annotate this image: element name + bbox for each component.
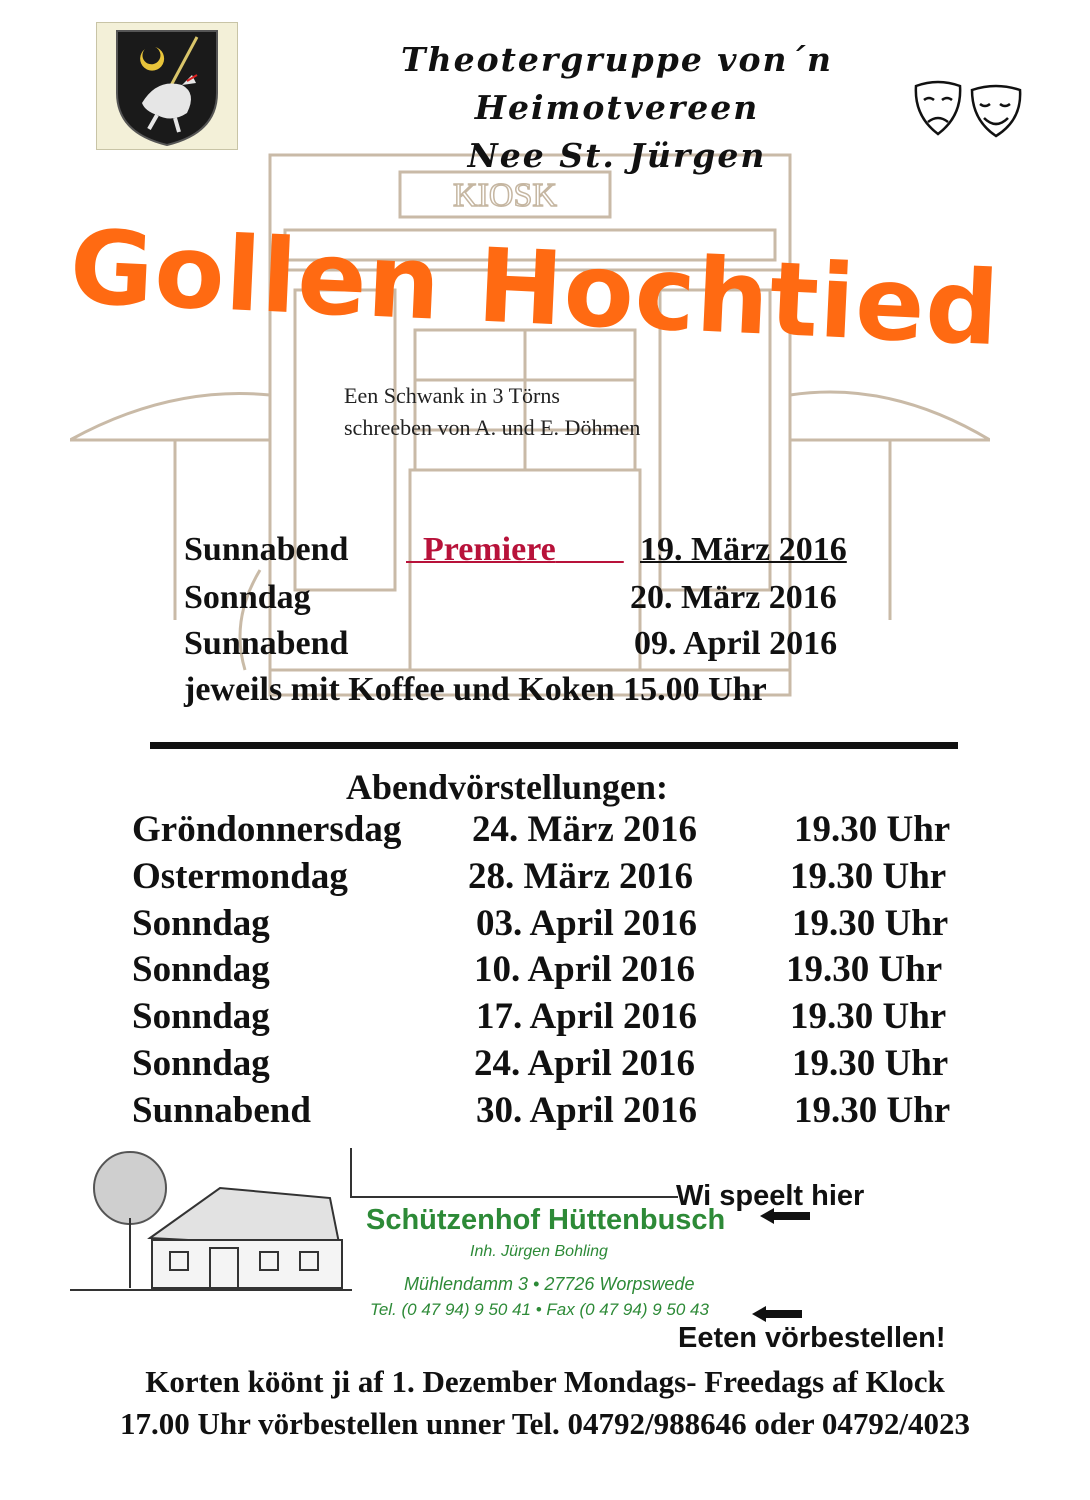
evening-time: 19.30 Uhr: [792, 903, 949, 944]
evening-day: Gröndonnersdag: [132, 809, 402, 850]
premiere-label: Premiere: [423, 531, 556, 568]
matinee-day: Sunnabend: [184, 531, 349, 568]
ticket-info-line1: Korten köönt ji af 1. Dezember Mondags- Freedags af Klock: [145, 1364, 945, 1399]
crest-dragon-icon: [96, 22, 238, 150]
matinee-day: Sunnabend: [184, 625, 349, 662]
evening-date: 24. März 2016: [472, 809, 698, 850]
matinee-date: 09. April 2016: [634, 625, 838, 662]
matinee-day: Sonndag: [184, 579, 311, 616]
evening-day: Sunnabend: [132, 1090, 311, 1131]
evening-time: 19.30 Uhr: [792, 1043, 949, 1084]
evening-time: 19.30 Uhr: [794, 1090, 951, 1131]
evening-day: Sonndag: [132, 996, 270, 1037]
matinee-row: [184, 528, 904, 572]
evening-day: Sonndag: [132, 949, 270, 990]
theatre-masks-icon: [910, 78, 1028, 138]
show-title: Gollen Hochtied: [67, 208, 1003, 370]
evening-date: 17. April 2016: [476, 996, 697, 1037]
group-title-line1: Theotergruppe von´n Heimotvereen: [401, 40, 833, 127]
evening-date: 24. April 2016: [474, 1043, 695, 1084]
evening-date: 10. April 2016: [474, 949, 695, 990]
evening-row: [0, 993, 1090, 1040]
venue-name: Schützenhof Hüttenbusch: [366, 1204, 726, 1236]
matinee-note: jeweils mit Koffee und Koken 15.00 Uhr: [184, 671, 767, 708]
evening-row: [0, 1087, 1090, 1134]
evening-row: [0, 806, 1090, 853]
venue-vline: [350, 1148, 352, 1198]
subtitle-line1: Een Schwank in 3 Törns: [344, 383, 560, 408]
venue-house-sketch: [70, 1148, 352, 1298]
arrow-left-icon: [760, 1208, 810, 1224]
matinee-note-row: [184, 668, 944, 712]
venue-phone: Tel. (0 47 94) 9 50 41 • Fax (0 47 94) 9 50 43: [370, 1300, 709, 1319]
subtitle-line2: schreeben von A. und E. Döhmen: [344, 415, 641, 440]
evening-day: Ostermondag: [132, 856, 348, 897]
evening-date: 28. März 2016: [468, 856, 694, 897]
evening-row: [0, 946, 1090, 993]
play-here-note: Wi speelt hier: [676, 1180, 865, 1212]
divider-rule: [150, 742, 958, 749]
group-title: [262, 36, 972, 180]
evening-row: [0, 900, 1090, 947]
evening-date: 30. April 2016: [476, 1090, 697, 1131]
matinee-date: 20. März 2016: [630, 579, 837, 616]
arrow-left-icon: [752, 1306, 802, 1322]
evening-day: Sonndag: [132, 1043, 270, 1084]
evening-time: 19.30 Uhr: [790, 996, 947, 1037]
matinee-date: 19. März 2016: [640, 531, 847, 568]
venue-owner: Inh. Jürgen Bohling: [470, 1243, 608, 1260]
svg-text:KIOSK: KIOSK: [453, 177, 557, 214]
matinee-row: [184, 622, 904, 666]
matinee-row: [184, 576, 904, 620]
group-title-line2: Nee St. Jürgen: [467, 136, 767, 175]
evening-time: 19.30 Uhr: [786, 949, 943, 990]
evening-date: 03. April 2016: [476, 903, 697, 944]
evening-day: Sonndag: [132, 903, 270, 944]
evening-time: 19.30 Uhr: [794, 809, 951, 850]
evening-row: [0, 1040, 1090, 1087]
ticket-info-line2: 17.00 Uhr vörbestellen unner Tel. 04792/988646 oder 04792/4023: [120, 1406, 970, 1441]
evening-time: 19.30 Uhr: [790, 856, 947, 897]
venue-address: Mühlendamm 3 • 27726 Worpswede: [404, 1274, 695, 1294]
preorder-food-note: Eeten vörbestellen!: [678, 1322, 946, 1354]
evening-heading: Abendvörstellungen:: [346, 767, 669, 807]
venue-line: [352, 1196, 678, 1198]
evening-row: [0, 853, 1090, 900]
